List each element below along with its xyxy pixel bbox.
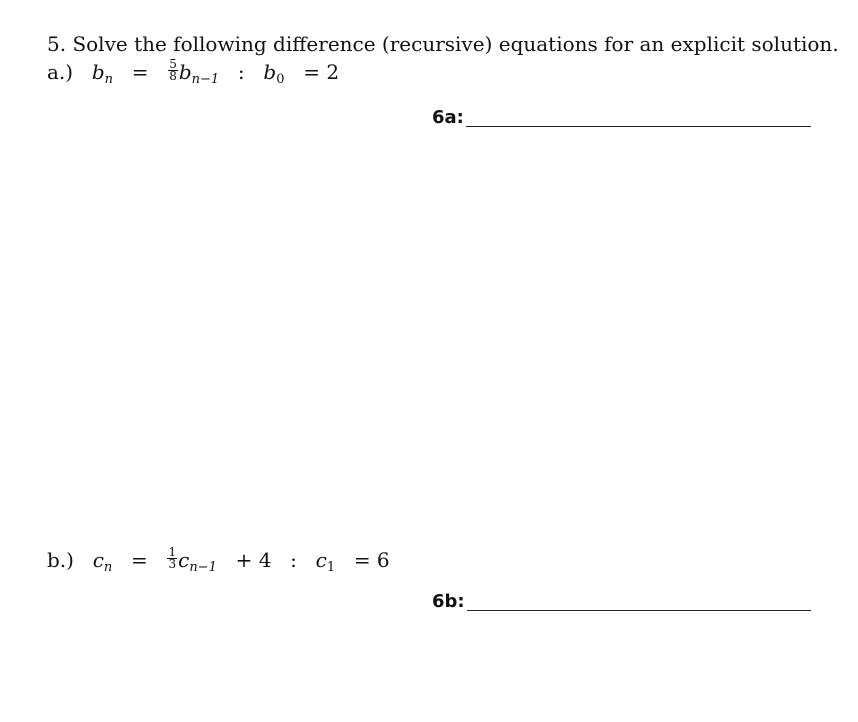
answer-6b-blank[interactable] <box>467 610 811 611</box>
answer-6a <box>432 107 811 129</box>
part-a-init-var: b <box>263 60 277 84</box>
question-title: 5. Solve the following difference (recursive) equations for an explicit solution. <box>47 32 839 56</box>
part-a-rhs-var: b <box>178 60 192 84</box>
part-b-lhs-var: c <box>92 548 104 572</box>
part-b-fraction <box>167 547 177 570</box>
part-b-init-value: = 6 <box>353 548 390 572</box>
part-b-init-var: c <box>315 548 327 572</box>
part-b-init-sub: 1 <box>326 560 336 575</box>
part-b-frac-den: 3 <box>168 557 177 571</box>
answer-6b <box>432 591 811 613</box>
part-b-separator: : <box>290 548 297 572</box>
part-b-rhs-sub: n−1 <box>189 560 217 575</box>
answer-6a-blank[interactable] <box>466 126 811 127</box>
part-a-rhs-sub: n−1 <box>191 72 220 87</box>
answer-6b-label: 6b: <box>432 591 465 612</box>
part-a-lhs-sub: n <box>104 72 113 87</box>
part-a-equation <box>47 59 339 93</box>
part-a-separator: : <box>237 60 245 84</box>
part-a-init-value: = 2 <box>303 60 340 84</box>
part-a-equals: = <box>131 60 149 84</box>
part-b-label: b.) <box>47 548 74 572</box>
part-a-init-sub: 0 <box>276 72 285 87</box>
part-a-lhs-var: b <box>91 60 105 84</box>
part-a-frac-num: 5 <box>169 57 177 71</box>
part-b-frac-num: 1 <box>168 545 177 559</box>
part-b-equals: = <box>130 548 148 572</box>
part-b-equation <box>47 547 390 581</box>
part-a-label: a.) <box>47 60 74 84</box>
part-a-fraction <box>168 59 178 82</box>
part-a-frac-den: 8 <box>169 69 177 83</box>
part-b-lhs-sub: n <box>103 560 113 575</box>
answer-6a-label: 6a: <box>432 107 464 128</box>
part-b-rhs-var: c <box>178 548 190 572</box>
part-b-plus-term: + 4 <box>235 548 272 572</box>
